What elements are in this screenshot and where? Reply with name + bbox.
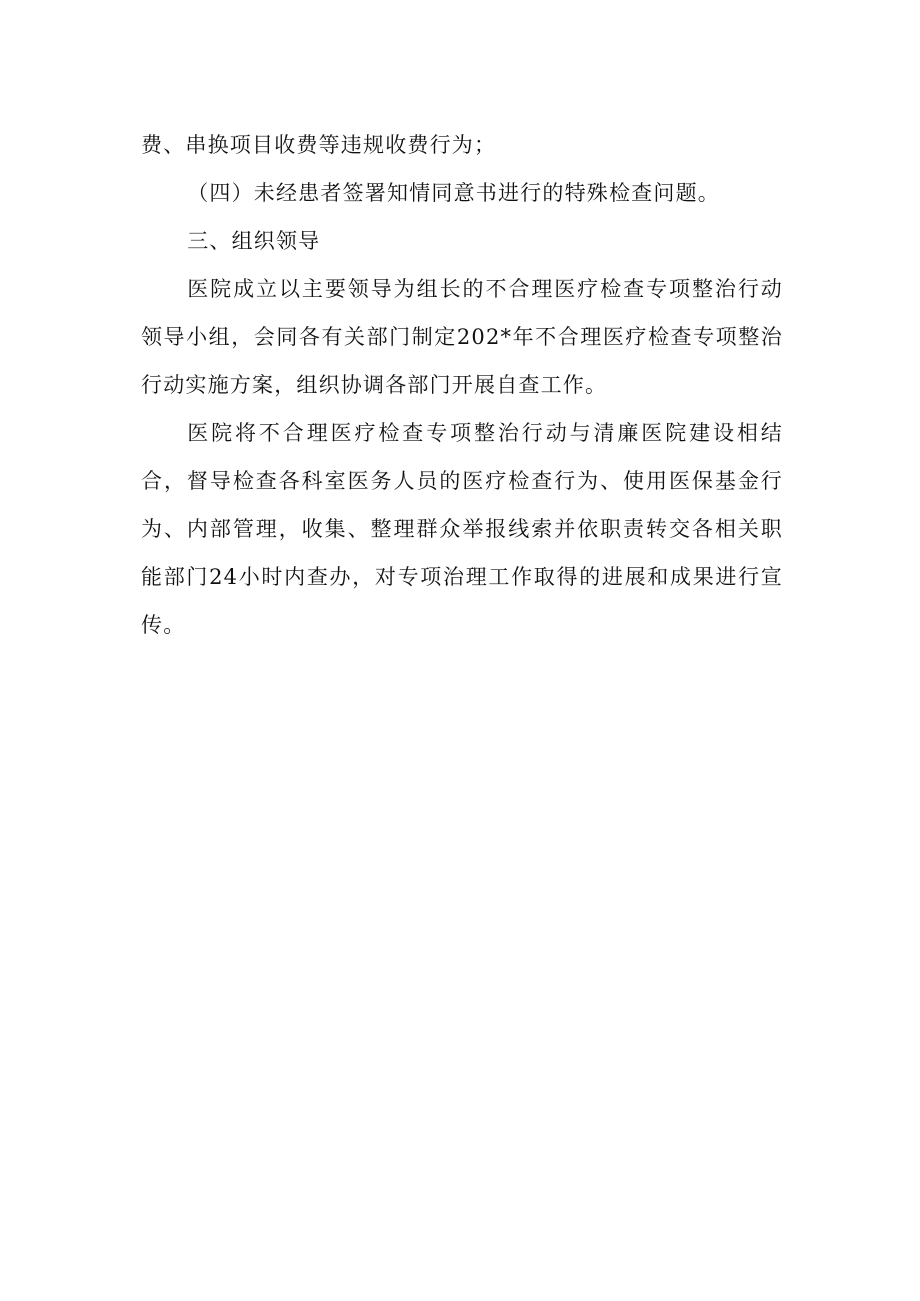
paragraph-continuation: 费、串换项目收费等违规收费行为； — [141, 133, 497, 157]
paragraph-leadership-group: 医院成立以主要领导为组长的不合理医疗检查专项整治行动领导小组，会同各有关部门制定202*年不合理医疗检查专项整治行动实施方案，组织协调各部门开展自查工作。 — [141, 277, 783, 397]
document-body — [141, 121, 783, 649]
section-heading-organization: 三、组织领导 — [187, 229, 321, 253]
paragraph-integration: 医院将不合理医疗检查专项整治行动与清廉医院建设相结合，督导检查各科室医务人员的医疗检查行为、使用医保基金行为、内部管理，收集、整理群众举报线索并依职责转交各相关职能部门24小时内查办，对专项治理工作取得的进展和成果进行宣传。 — [141, 421, 783, 637]
paragraph-item-four: （四）未经患者签署知情同意书进行的特殊检查问题。 — [187, 181, 720, 205]
